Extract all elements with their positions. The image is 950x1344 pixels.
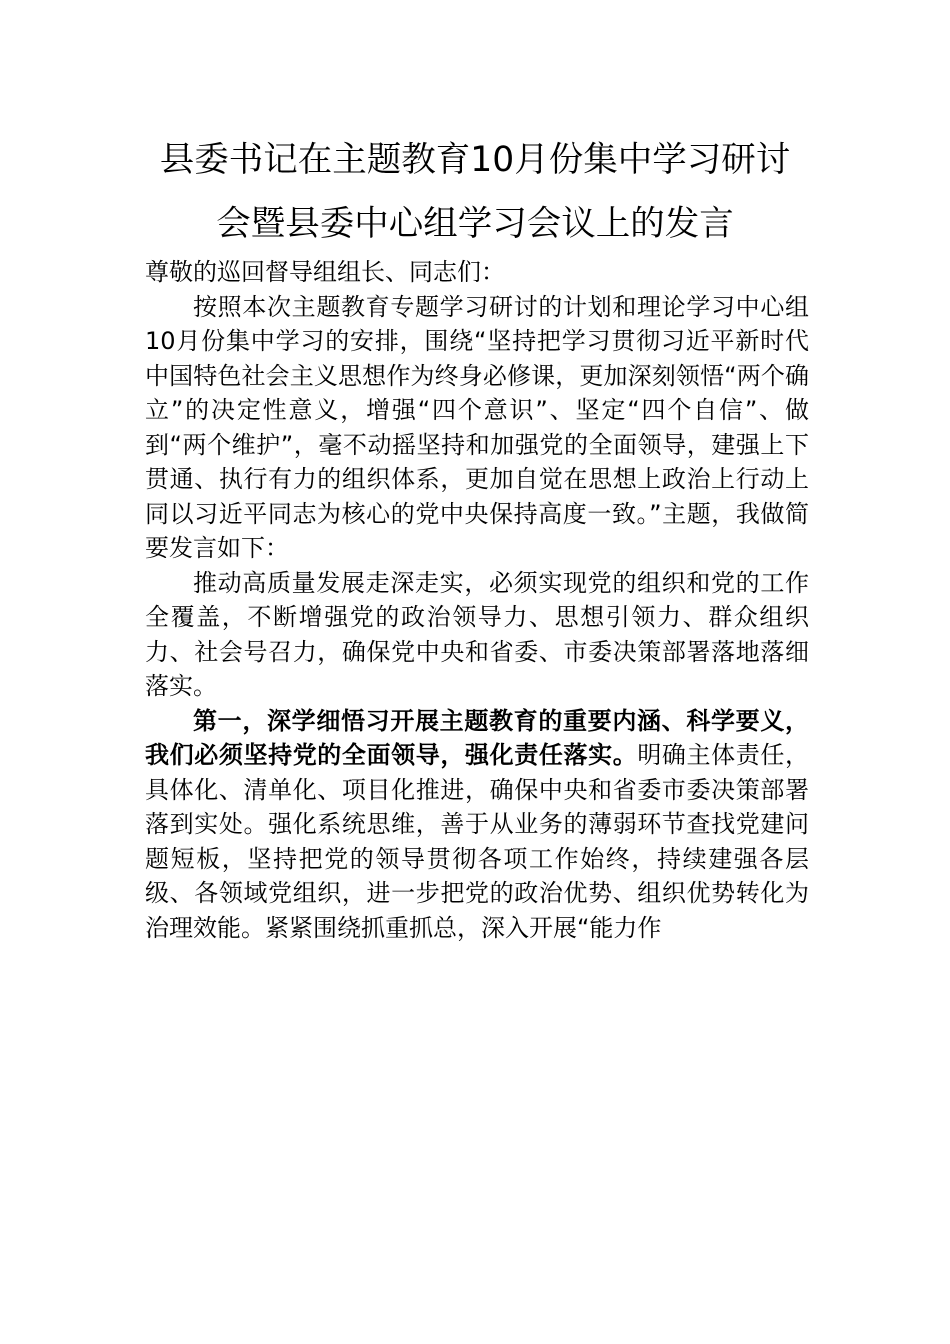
title-line-1: 县委书记在主题教育10月份集中学习研讨 xyxy=(159,140,791,180)
paragraph-1: 按照本次主题教育专题学习研讨的计划和理论学习中心组10月份集中学习的安排，围绕“坚持把学习贯彻习近平新时代中国特色社会主义思想作为终身必修课，更加深刻领悟“两个确立”的决定性意义，增强“四个意识”、坚定“四个自信”、做到“两个维护”，毫不动摇坚持和加强党的全面领导，建强上下贯通、执行有力的组织体系，更加自觉在思想上政治上行动上同以习近平同志为核心的党中央保持高度一致。”主题，我做简要发言如下： xyxy=(145,292,809,562)
document-body xyxy=(145,255,809,945)
paragraph-3-bold-lead: 第一，深学细悟习开展主题教育的重要内涵、科学要义，我们必须坚持党的全面领导，强化责任落实。 xyxy=(145,706,809,769)
salutation: 尊敬的巡回督导组组长、同志们： xyxy=(145,258,505,286)
paragraph-3-body: 明确主体责任，具体化、清单化、项目化推进，确保中央和省委市委决策部署落到实处。强化系统思维，善于从业务的薄弱环节查找党建问题短板，坚持把党的领导贯彻各项工作始终，持续建强各层级、各领域党组织，进一步把党的政治优势、组织优势转化为治理效能。紧紧围绕抓重抓总，深入开展“能力作 xyxy=(145,741,810,942)
paragraph-3 xyxy=(145,704,809,946)
title-line-2: 会暨县委中心组学习会议上的发言 xyxy=(216,204,734,244)
document-title xyxy=(120,128,830,256)
paragraph-2: 推动高质量发展走深走实，必须实现党的组织和党的工作全覆盖，不断增强党的政治领导力、思想引领力、群众组织力、社会号召力，确保党中央和省委、市委决策部署落地落细落实。 xyxy=(145,568,809,700)
